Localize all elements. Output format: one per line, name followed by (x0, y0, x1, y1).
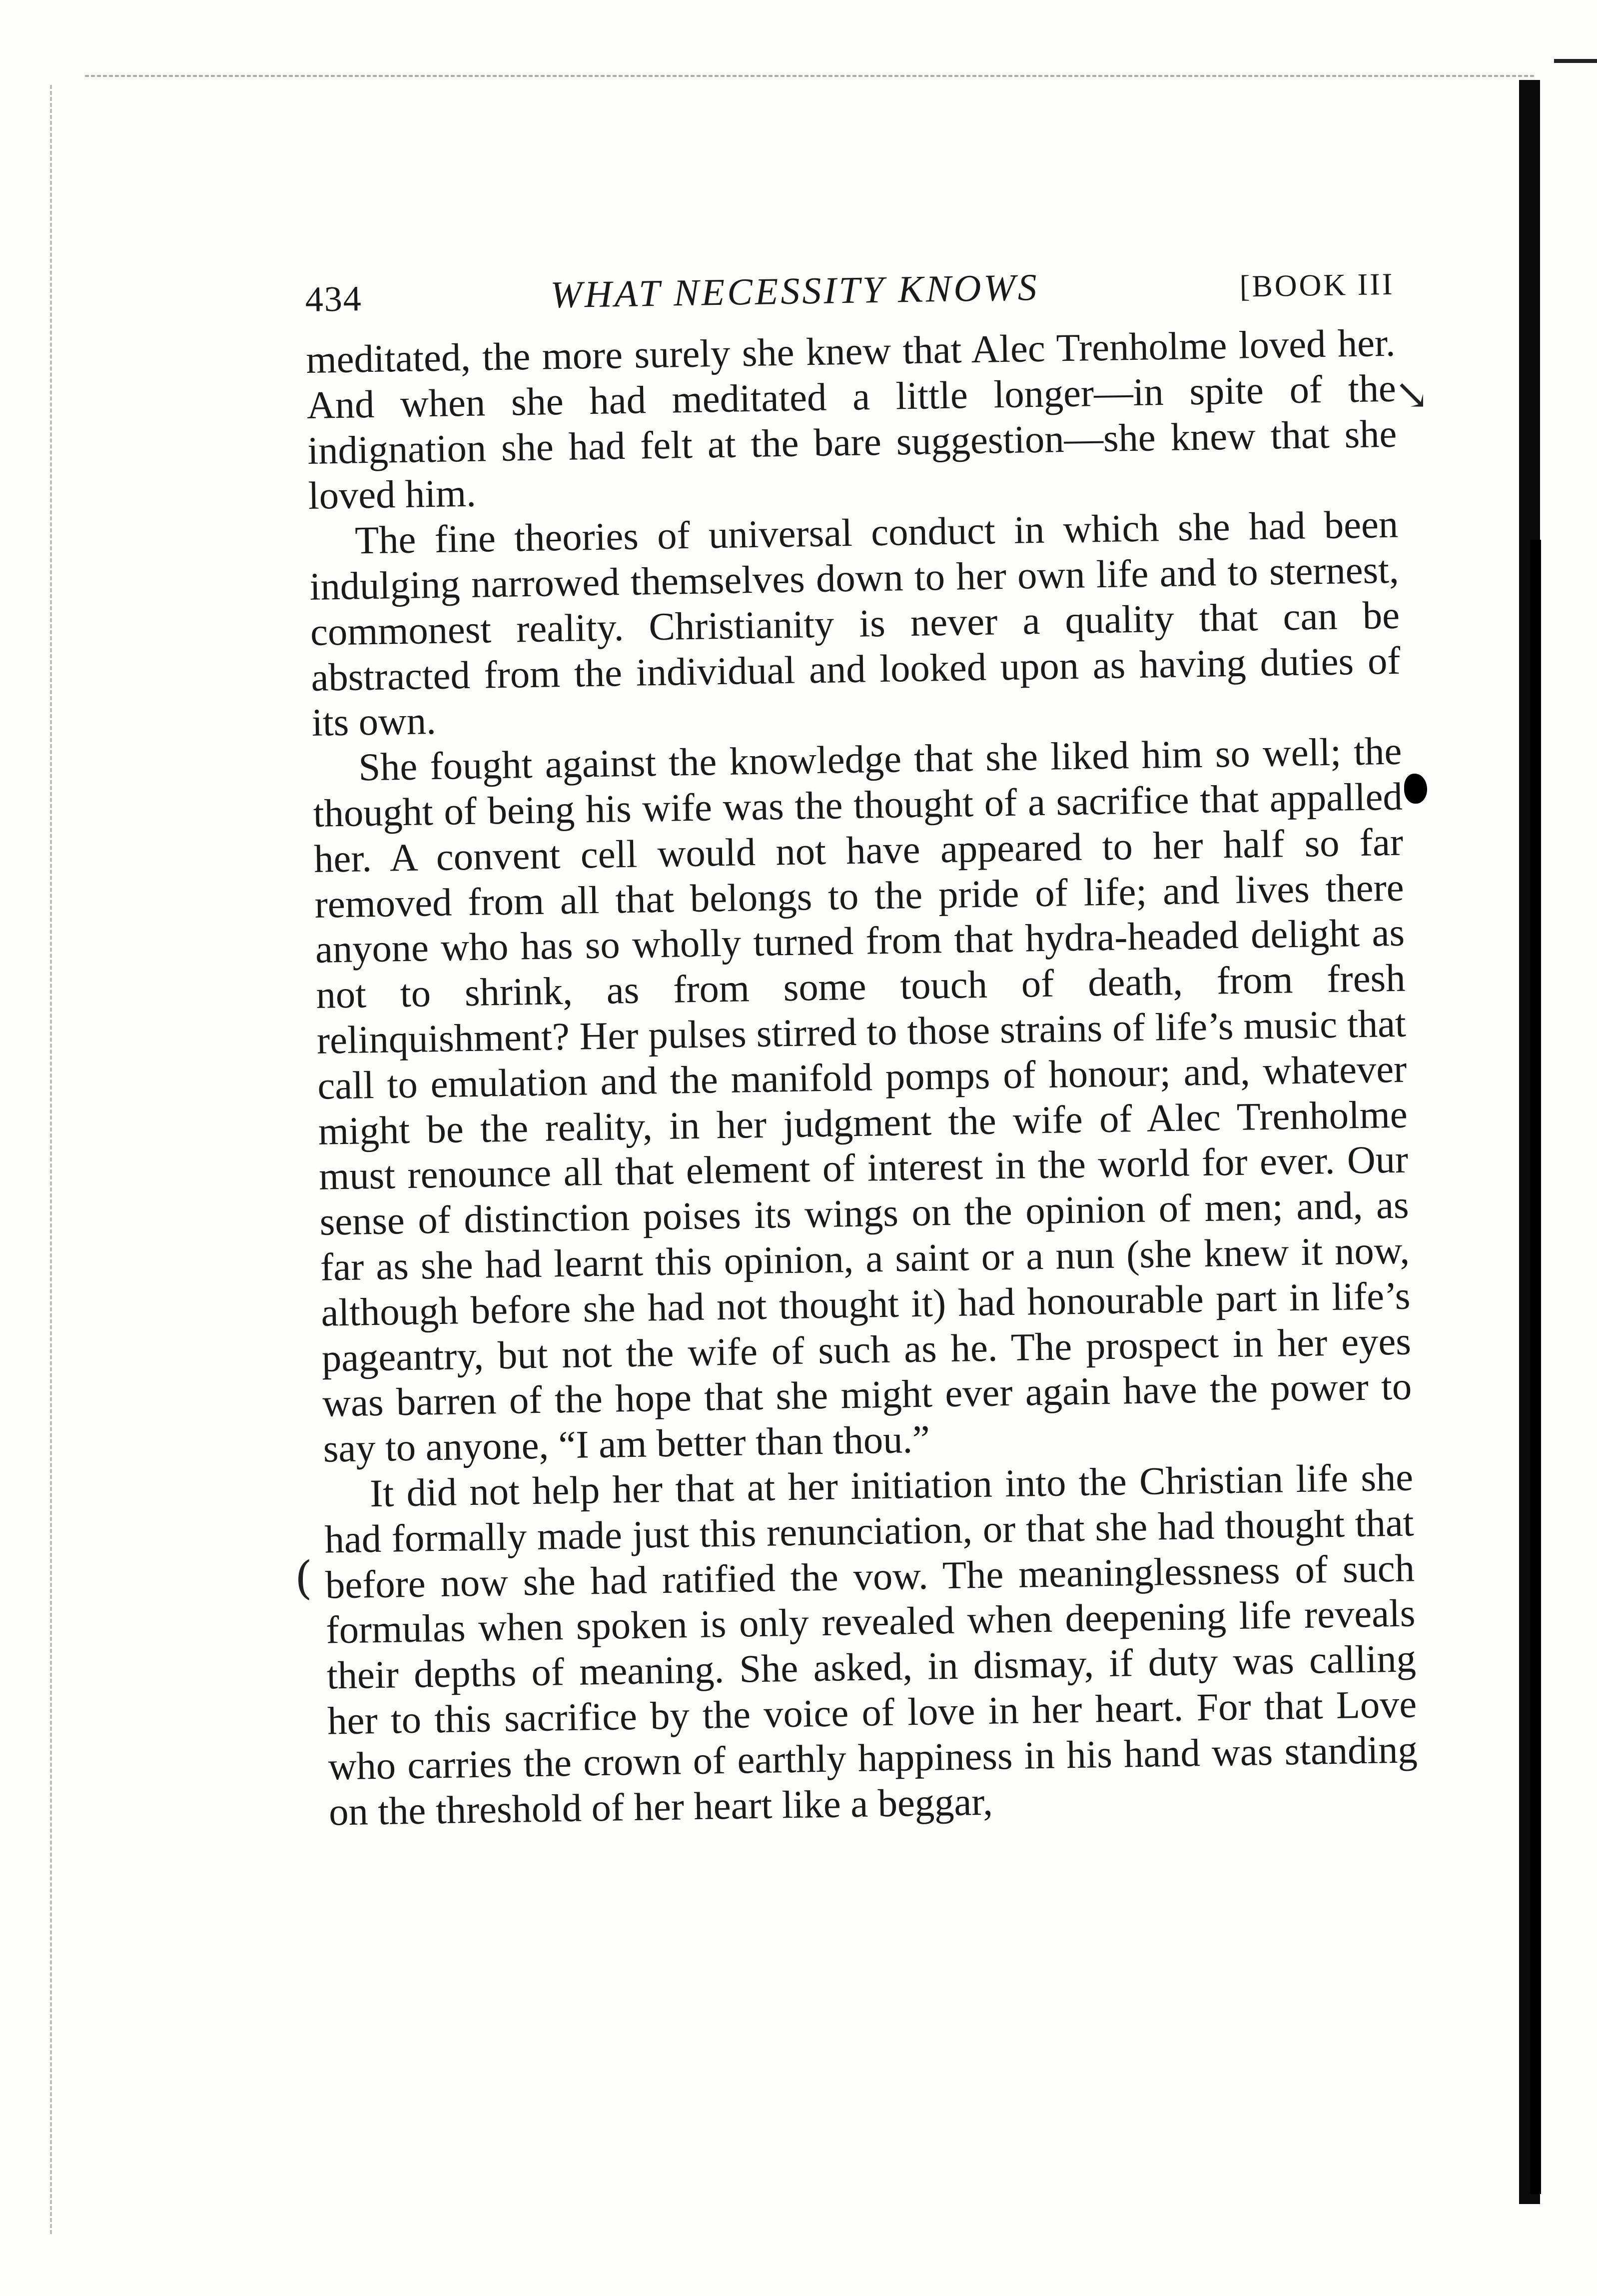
page-number: 434 (305, 278, 363, 319)
margin-pen-mark: ↘ (1394, 370, 1430, 419)
book-spine-shadow-inner (1530, 540, 1541, 2194)
body-text (306, 320, 1419, 1835)
margin-bracket-mark: ( (295, 1552, 313, 1604)
page-top-edge-artifact (85, 75, 1534, 77)
corner-mark-artifact (1554, 59, 1597, 63)
paragraph-3: She fought against the knowledge that she liked him so well; the thought of being his wife was the thought of a sacrifice that appalled her. A convent cell would not have appeared to her half so far removed from all that belongs to the pride of life; and lives there anyone who has so wholly turned from that hydra-headed delight as not to shrink, as from some touch of death, from fresh relinquishment? Her pulses stirred to those strains of life’s music that call to emulation and the manifold pomps of honour; and, whatever might be the reality, in her judgment the wife of Alec Trenholme must renounce all that element of interest in the world for ever. Our sense of distinction poises its wings on the opinion of men; and, as far as she had learnt this opinion, a saint or a nun (she knew it now, although before she had not thought it) had honourable part in life’s pageantry, but not the wife of such as he. The prospect in her eyes was barren of the hope that she might ever again have the power to say to anyone, “I am better than thou.” (313, 729, 1412, 1470)
running-title: WHAT NECESSITY KNOWS (550, 266, 1040, 316)
paragraph-2: The fine theories of universal conduct in which she had been indulging narrowed themselves down to her own life and to sternest, commonest reality. Christianity is never a quality that can be abstracted from the individual and looked upon as having duties of its own. (309, 502, 1401, 745)
paragraph-1: meditated, the more surely she knew that Alec Trenholme loved her. And when she had meditated a little longer—in spite of the indignation she had felt at the bare suggestion—she knew that she loved him. (305, 320, 1397, 518)
book-page (305, 260, 1419, 1835)
ink-blot-mark (1404, 774, 1427, 804)
page-left-edge-artifact (50, 85, 56, 2234)
book-label: [BOOK III (1239, 267, 1395, 304)
paragraph-4: It did not help her that at her initiation into the Christian life she had formally made just this renunciation, or that she had thought that before now she had ratified the vow. The meaninglessness of such formulas when spoken is only revealed when deepening life reveals their depths of meaning. She asked, in dismay, if duty was calling her to this sacrifice by the voice of love in her heart. For that Love who carries the crown of earthly happiness in his hand was standing on the threshold of her heart like a beggar, (324, 1455, 1418, 1834)
